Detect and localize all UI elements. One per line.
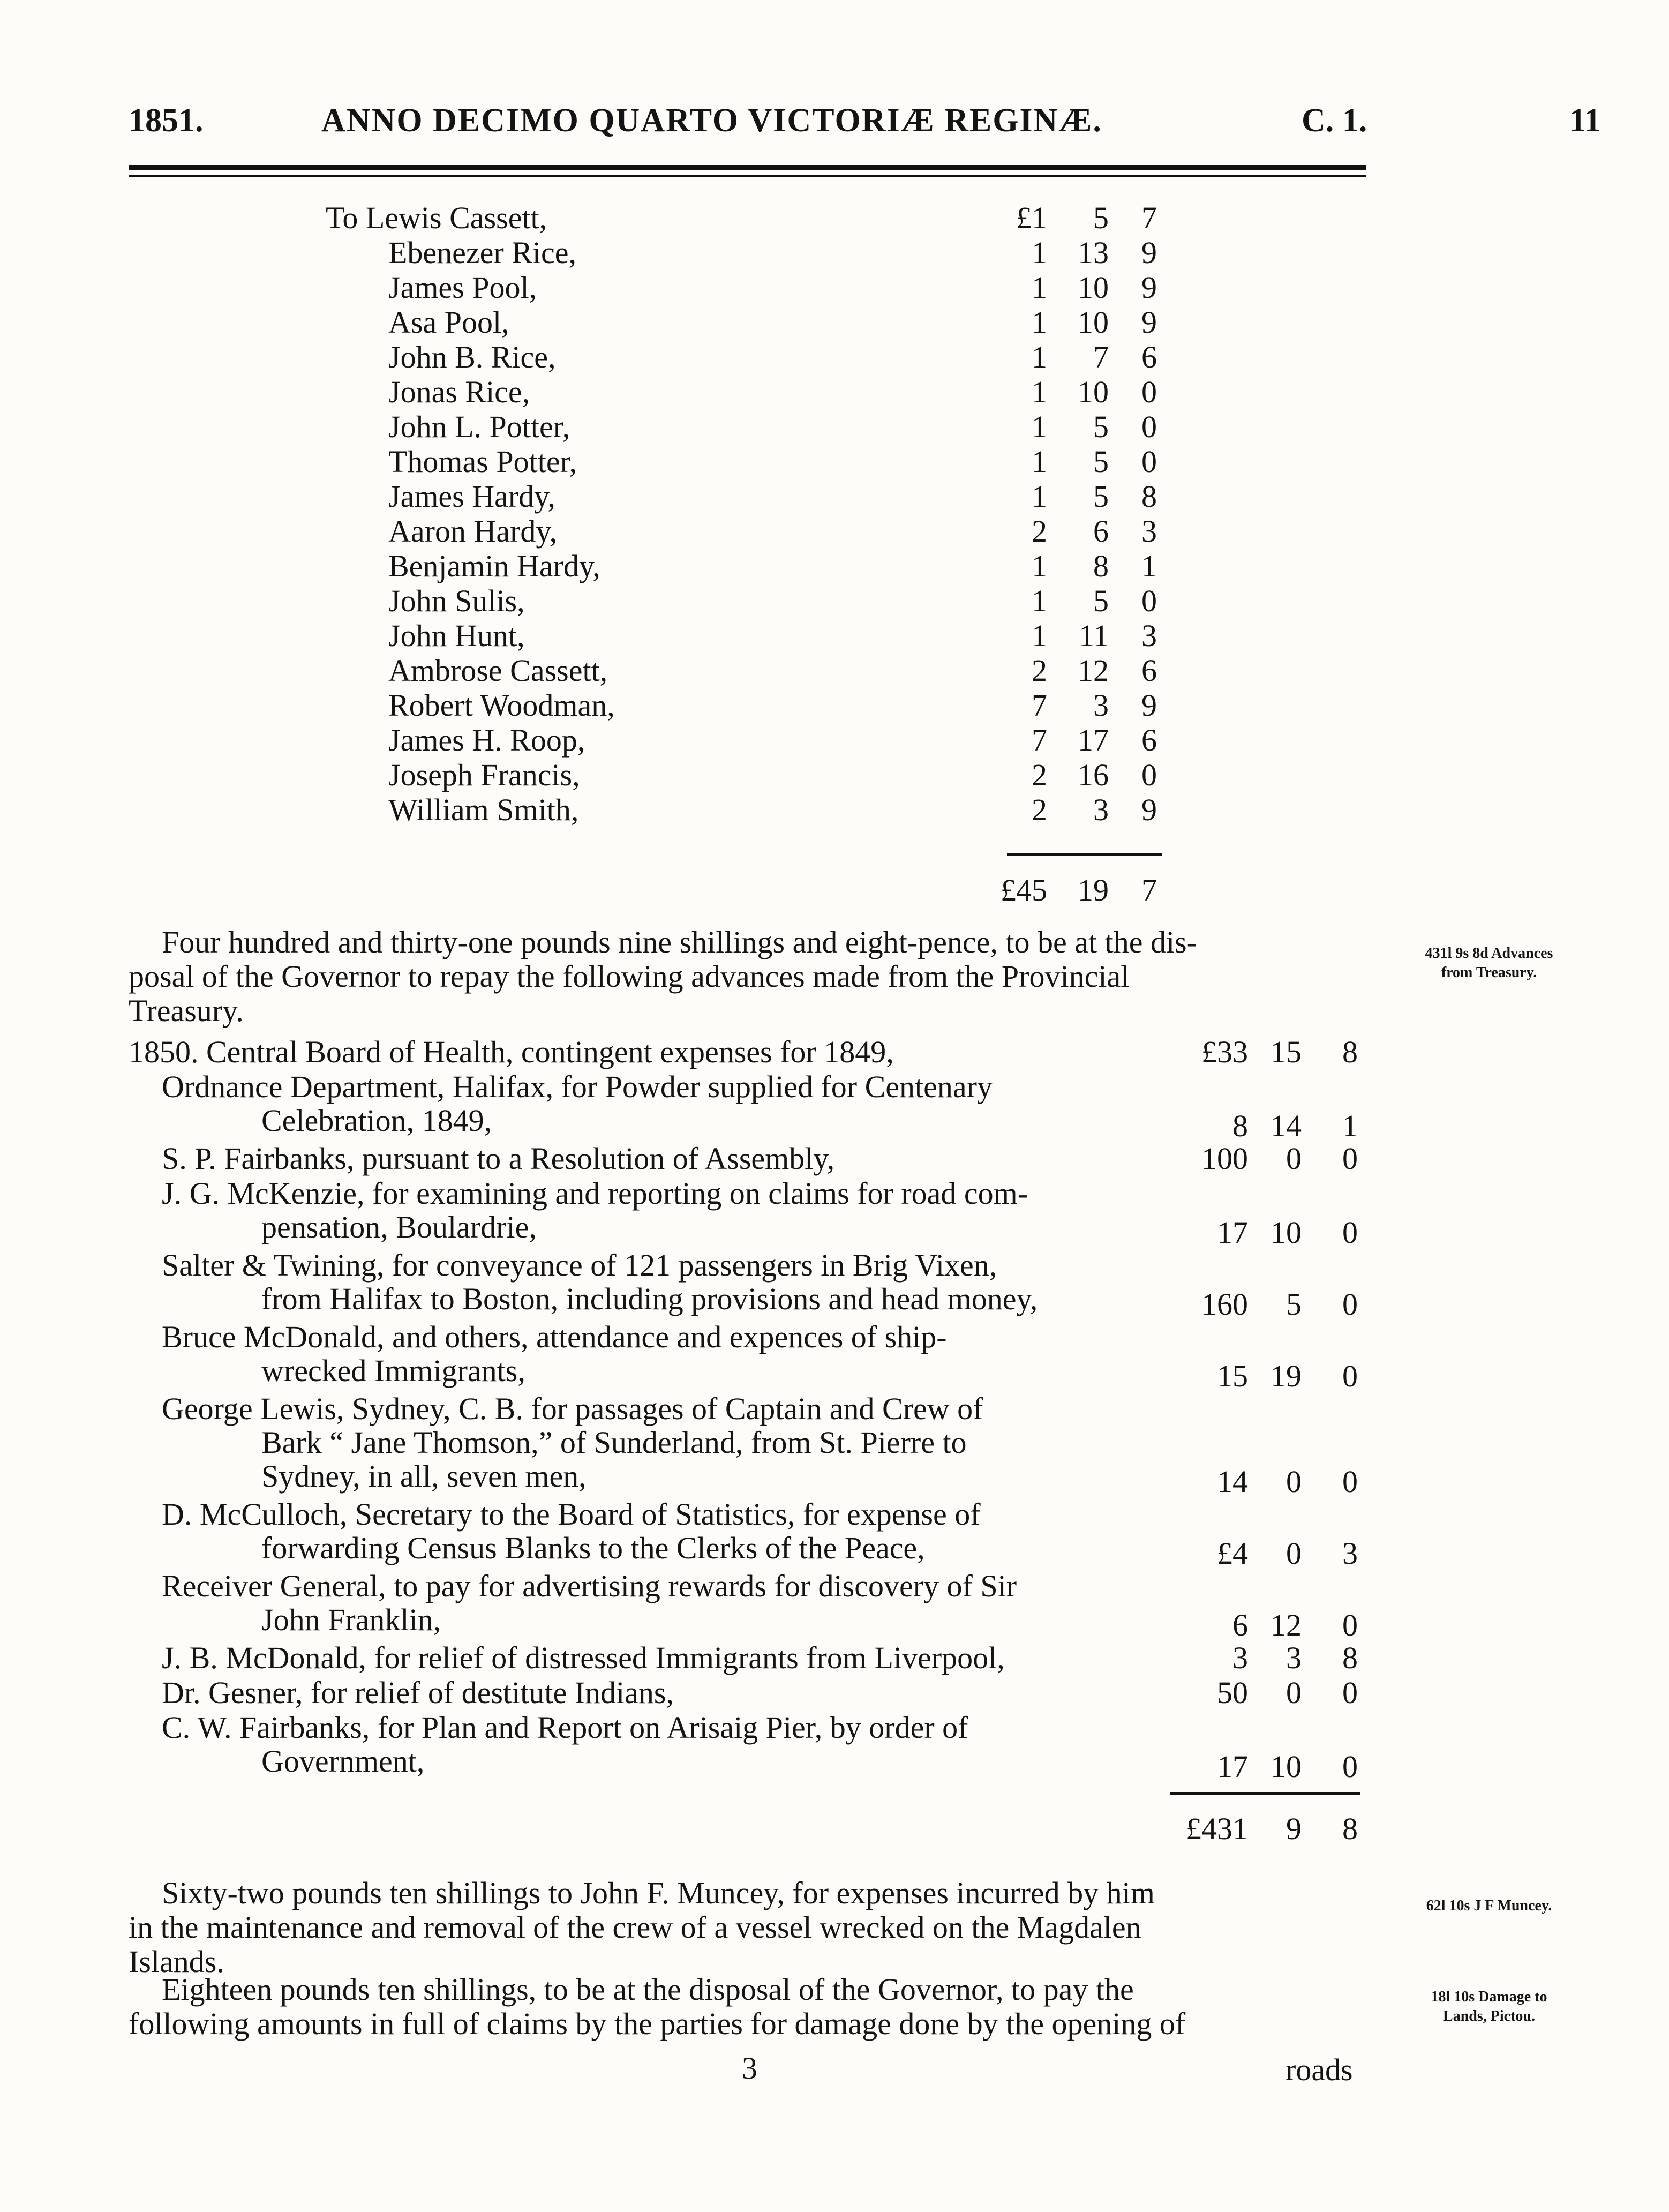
advance-text: Bark “ Jane Thomson,” of Sunderland, from St. Pierre to xyxy=(261,1425,967,1460)
payee-pence: 9 xyxy=(1141,305,1157,340)
advance-shillings: 19 xyxy=(1270,1359,1302,1393)
advance-text: Ordnance Department, Halifax, for Powder supplied for Centenary xyxy=(162,1069,993,1104)
payee-pounds: 1 xyxy=(1032,270,1047,305)
payee-total-pence: 7 xyxy=(1141,873,1157,908)
payee-pence: 9 xyxy=(1141,235,1157,270)
payee-pence: 3 xyxy=(1141,618,1157,653)
advance-text: J. G. McKenzie, for examining and reporting on claims for road com- xyxy=(162,1176,1028,1211)
payee-name: Ebenezer Rice, xyxy=(388,235,577,270)
advances-total-pounds: £431 xyxy=(1186,1811,1248,1846)
muncey-paragraph-line: Sixty-two pounds ten shillings to John F. Muncey, for expenses incurred by him xyxy=(162,1876,1155,1910)
advance-pounds: 8 xyxy=(1232,1108,1248,1143)
advance-pence: 0 xyxy=(1342,1464,1358,1499)
advances-sum-rule xyxy=(1170,1792,1360,1795)
advance-text: Salter & Twining, for conveyance of 121 passengers in Brig Vixen, xyxy=(162,1248,997,1283)
payee-pounds: 7 xyxy=(1032,723,1047,758)
payee-shillings: 5 xyxy=(1093,444,1109,479)
advance-text: forwarding Census Blanks to the Clerks of the Peace, xyxy=(261,1531,925,1565)
payee-pounds: 1 xyxy=(1032,340,1047,374)
advance-pounds: 17 xyxy=(1217,1749,1248,1784)
damage-paragraph-line: following amounts in full of claims by the parties for damage done by the opening of xyxy=(129,2006,1186,2041)
advance-pounds: 100 xyxy=(1201,1141,1248,1176)
payee-name: John L. Potter, xyxy=(388,409,570,444)
footer-signature: 3 xyxy=(742,2051,757,2086)
payee-shillings: 11 xyxy=(1079,618,1109,653)
advance-pence: 0 xyxy=(1342,1749,1358,1784)
payee-pounds: 1 xyxy=(1032,479,1047,514)
footer-catchword: roads xyxy=(1285,2052,1353,2087)
payee-name: Asa Pool, xyxy=(388,305,509,340)
advances-paragraph-line: posal of the Governor to repay the following advances made from the Provincial xyxy=(129,959,1130,994)
payee-pounds: 1 xyxy=(1032,583,1047,618)
advance-text: C. W. Fairbanks, for Plan and Report on Arisaig Pier, by order of xyxy=(162,1710,968,1745)
advance-shillings: 0 xyxy=(1286,1675,1302,1710)
advance-text: Receiver General, to pay for advertising rewards for discovery of Sir xyxy=(162,1569,1017,1603)
payee-pence: 9 xyxy=(1141,270,1157,305)
payee-pence: 6 xyxy=(1141,340,1157,374)
margin-note-damage xyxy=(1374,1988,1604,2027)
damage-paragraph-line: Eighteen pounds ten shillings, to be at the disposal of the Governor, to pay the xyxy=(162,1972,1134,2007)
payee-pence: 7 xyxy=(1141,200,1157,235)
advance-pounds: 3 xyxy=(1232,1640,1248,1675)
payee-total-shillings: 19 xyxy=(1078,873,1109,908)
payee-pounds: 1 xyxy=(1032,305,1047,340)
payee-name: William Smith, xyxy=(388,792,579,827)
advances-paragraph-line: Treasury. xyxy=(129,993,244,1028)
payee-pounds: 2 xyxy=(1032,514,1047,549)
advance-pounds: 14 xyxy=(1217,1464,1248,1499)
margin-note-damage-line: 18l 10s Damage to xyxy=(1431,1989,1547,2005)
payee-pounds: £1 xyxy=(1016,200,1047,235)
advance-shillings: 5 xyxy=(1286,1287,1302,1322)
payee-shillings: 16 xyxy=(1078,758,1109,792)
payee-shillings: 5 xyxy=(1093,583,1109,618)
margin-note-muncey: 62l 10s J F Muncey. xyxy=(1426,1898,1552,1914)
payee-pence: 1 xyxy=(1141,549,1157,583)
payee-pence: 0 xyxy=(1141,758,1157,792)
margin-note-advances-line: 431l 9s 8d Advances xyxy=(1425,945,1553,962)
advance-shillings: 0 xyxy=(1286,1536,1302,1571)
advance-shillings: 14 xyxy=(1270,1108,1302,1143)
advance-text: Sydney, in all, seven men, xyxy=(261,1459,587,1494)
payee-name: Thomas Potter, xyxy=(388,444,577,479)
payee-sum-rule xyxy=(1007,853,1162,856)
payee-shillings: 13 xyxy=(1078,235,1109,270)
payee-name: Benjamin Hardy, xyxy=(388,549,600,583)
payee-pence: 0 xyxy=(1141,444,1157,479)
payee-name: Jonas Rice, xyxy=(388,374,530,409)
advance-text: wrecked Immigrants, xyxy=(261,1353,525,1388)
payee-shillings: 10 xyxy=(1078,305,1109,340)
advance-pence: 1 xyxy=(1342,1108,1358,1143)
advance-text: John Franklin, xyxy=(261,1602,441,1637)
advance-pence: 0 xyxy=(1342,1141,1358,1176)
advance-text: George Lewis, Sydney, C. B. for passages of Captain and Crew of xyxy=(162,1391,983,1426)
advance-pence: 8 xyxy=(1342,1034,1358,1069)
payee-pounds: 1 xyxy=(1032,235,1047,270)
payee-shillings: 5 xyxy=(1093,409,1109,444)
payee-pounds: 2 xyxy=(1032,792,1047,827)
header-title: ANNO DECIMO QUARTO VICTORIÆ REGINÆ. xyxy=(321,102,1102,139)
advances-total-pence: 8 xyxy=(1342,1811,1358,1846)
margin-note-advances xyxy=(1374,944,1604,983)
payee-shillings: 3 xyxy=(1093,792,1109,827)
advance-pounds: 17 xyxy=(1217,1215,1248,1250)
payee-shillings: 6 xyxy=(1093,514,1109,549)
payee-pence: 9 xyxy=(1141,688,1157,723)
payee-pounds: 1 xyxy=(1032,444,1047,479)
margin-note-damage-line: Lands, Pictou. xyxy=(1443,2008,1535,2025)
payee-pence: 6 xyxy=(1141,653,1157,688)
payee-name: Ambrose Cassett, xyxy=(388,653,608,688)
advance-pence: 0 xyxy=(1342,1675,1358,1710)
payee-pence: 0 xyxy=(1141,409,1157,444)
advance-pounds: £4 xyxy=(1217,1536,1248,1571)
header-page-number: 11 xyxy=(1569,102,1601,139)
muncey-paragraph-line: Islands. xyxy=(129,1944,224,1979)
advance-pence: 8 xyxy=(1342,1640,1358,1675)
payee-shillings: 8 xyxy=(1093,549,1109,583)
payee-shillings: 3 xyxy=(1093,688,1109,723)
advance-text: 1850. Central Board of Health, contingent expenses for 1849, xyxy=(129,1034,894,1069)
advance-shillings: 3 xyxy=(1286,1640,1302,1675)
payee-name: John Sulis, xyxy=(388,583,525,618)
payee-name: To Lewis Cassett, xyxy=(326,200,547,235)
payee-shillings: 12 xyxy=(1078,653,1109,688)
advance-pounds: 160 xyxy=(1201,1287,1248,1322)
payee-name: James Hardy, xyxy=(388,479,555,514)
advance-pence: 3 xyxy=(1342,1536,1358,1571)
header-year: 1851. xyxy=(129,102,204,139)
payee-name: John B. Rice, xyxy=(388,340,556,374)
advance-text: D. McCulloch, Secretary to the Board of Statistics, for expense of xyxy=(162,1497,981,1532)
payee-pounds: 2 xyxy=(1032,758,1047,792)
payee-name: James Pool, xyxy=(388,270,537,305)
payee-pounds: 1 xyxy=(1032,409,1047,444)
payee-pounds: 7 xyxy=(1032,688,1047,723)
payee-name: Robert Woodman, xyxy=(388,688,615,723)
payee-name: James H. Roop, xyxy=(388,723,585,758)
payee-pounds: 1 xyxy=(1032,618,1047,653)
advance-text: Government, xyxy=(261,1744,425,1779)
advance-shillings: 12 xyxy=(1270,1608,1302,1643)
header-rule-thin xyxy=(129,175,1366,177)
advance-pounds: 6 xyxy=(1232,1608,1248,1643)
payee-pence: 8 xyxy=(1141,479,1157,514)
payee-name: John Hunt, xyxy=(388,618,525,653)
payee-shillings: 10 xyxy=(1078,270,1109,305)
payee-shillings: 5 xyxy=(1093,200,1109,235)
advance-shillings: 15 xyxy=(1270,1034,1302,1069)
payee-pence: 3 xyxy=(1141,514,1157,549)
header-rule-thick xyxy=(129,165,1366,170)
advance-pounds: 50 xyxy=(1217,1675,1248,1710)
header-chapter: C. 1. xyxy=(1302,102,1367,139)
advance-pence: 0 xyxy=(1342,1608,1358,1643)
payee-pence: 0 xyxy=(1141,583,1157,618)
advances-total-shillings: 9 xyxy=(1286,1811,1302,1846)
muncey-paragraph-line: in the maintenance and removal of the crew of a vessel wrecked on the Magdalen xyxy=(129,1910,1141,1945)
payee-pounds: 2 xyxy=(1032,653,1047,688)
payee-pounds: 1 xyxy=(1032,374,1047,409)
payee-pence: 0 xyxy=(1141,374,1157,409)
advance-text: Bruce McDonald, and others, attendance and expences of ship- xyxy=(162,1319,947,1354)
margin-note-advances-line: from Treasury. xyxy=(1441,964,1537,981)
payee-pence: 6 xyxy=(1141,723,1157,758)
advance-pounds: £33 xyxy=(1201,1034,1248,1069)
payee-total-pounds: £45 xyxy=(1001,873,1047,908)
advance-pence: 0 xyxy=(1342,1215,1358,1250)
payee-name: Joseph Francis, xyxy=(388,758,580,792)
payee-shillings: 17 xyxy=(1078,723,1109,758)
advance-shillings: 0 xyxy=(1286,1464,1302,1499)
advance-text: Dr. Gesner, for relief of destitute Indians, xyxy=(162,1675,674,1710)
advance-pounds: 15 xyxy=(1217,1359,1248,1393)
payee-name: Aaron Hardy, xyxy=(388,514,558,549)
payee-shillings: 7 xyxy=(1093,340,1109,374)
advances-paragraph-line: Four hundred and thirty-one pounds nine shillings and eight-pence, to be at the dis- xyxy=(162,925,1197,959)
advance-text: Celebration, 1849, xyxy=(261,1103,492,1138)
payee-shillings: 10 xyxy=(1078,374,1109,409)
advance-shillings: 0 xyxy=(1286,1141,1302,1176)
advance-shillings: 10 xyxy=(1270,1215,1302,1250)
advance-text: S. P. Fairbanks, pursuant to a Resolution of Assembly, xyxy=(162,1141,835,1176)
payee-pounds: 1 xyxy=(1032,549,1047,583)
advance-shillings: 10 xyxy=(1270,1749,1302,1784)
advance-pence: 0 xyxy=(1342,1359,1358,1393)
payee-pence: 9 xyxy=(1141,792,1157,827)
payee-shillings: 5 xyxy=(1093,479,1109,514)
advance-pence: 0 xyxy=(1342,1287,1358,1322)
advance-text: pensation, Boulardrie, xyxy=(261,1210,537,1244)
advance-text: J. B. McDonald, for relief of distressed Immigrants from Liverpool, xyxy=(162,1640,1005,1675)
advance-text: from Halifax to Boston, including provisions and head money, xyxy=(261,1281,1038,1316)
